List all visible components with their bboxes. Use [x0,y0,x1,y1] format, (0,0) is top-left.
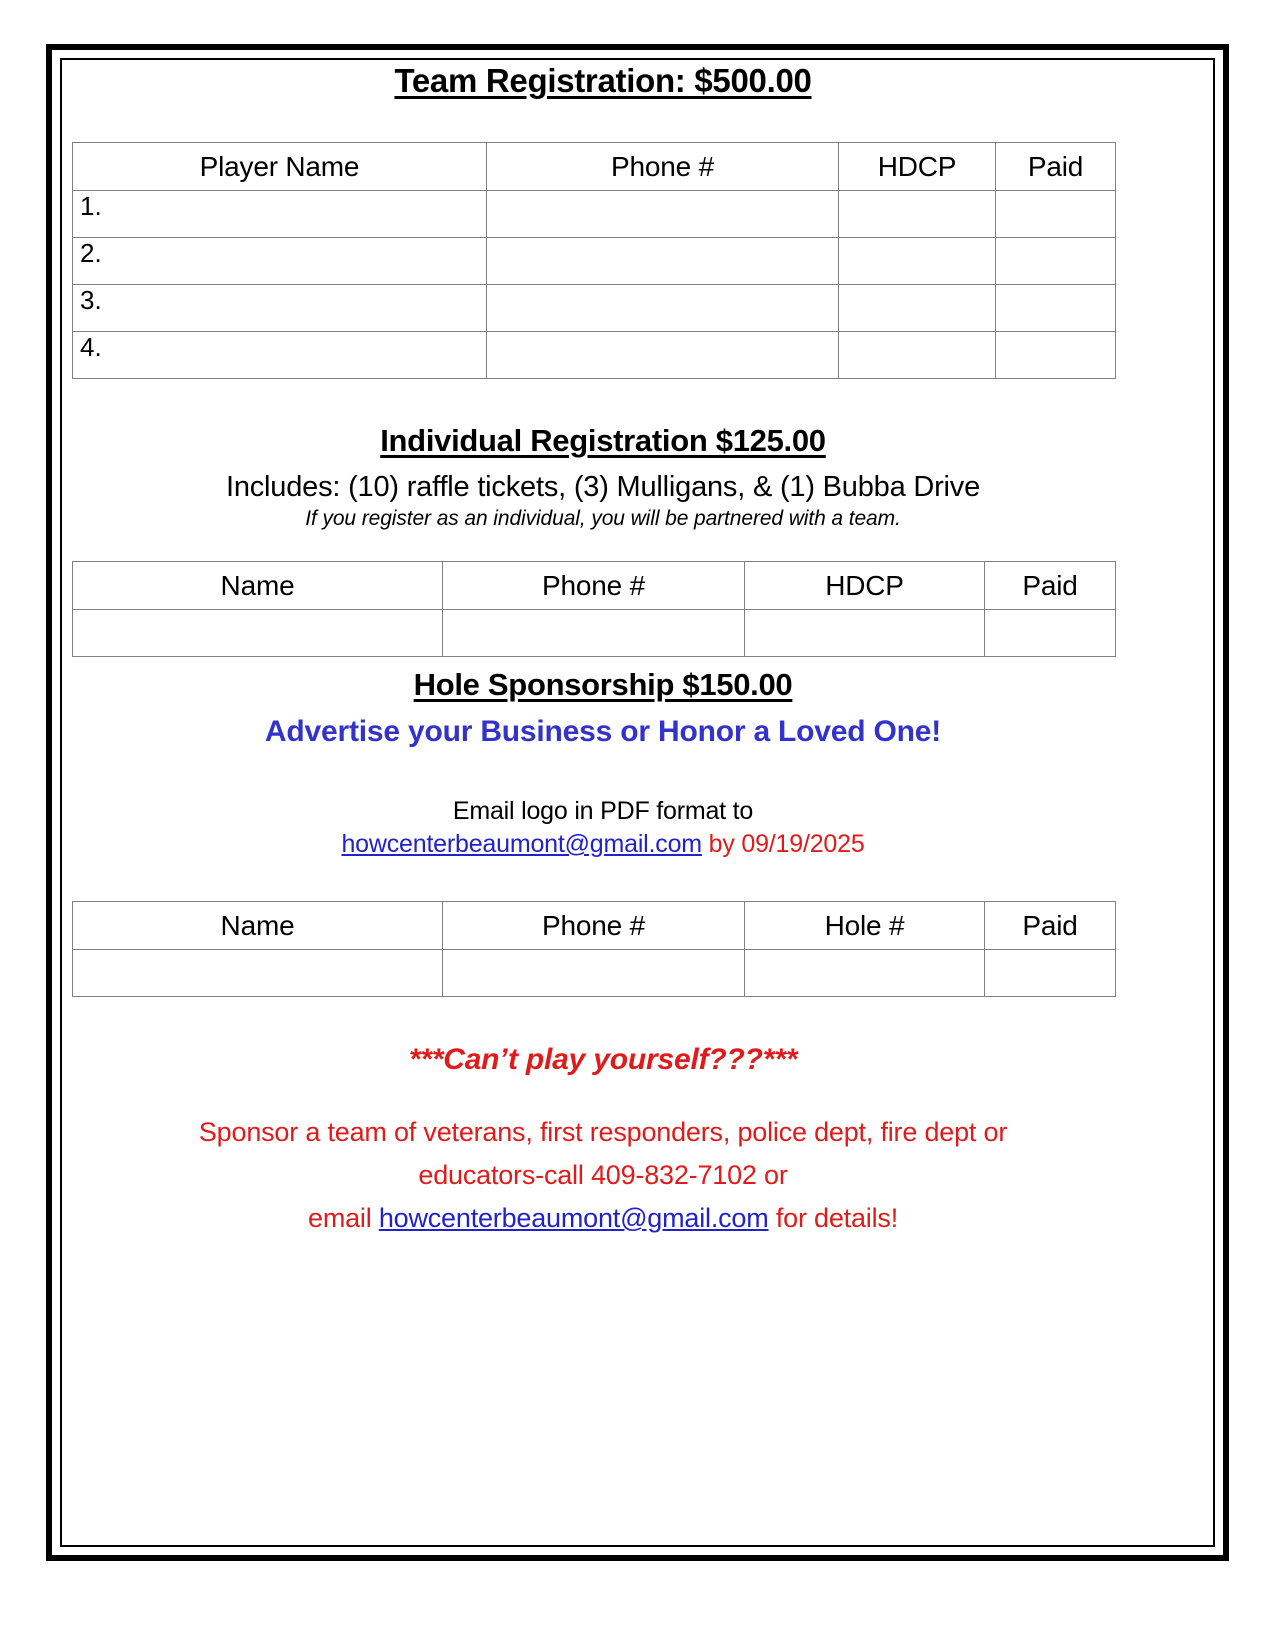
spacer [72,997,1134,1041]
cell-phone-3[interactable] [487,285,839,332]
spacer [72,1079,1134,1111]
individual-registration-title: Individual Registration $125.00 [380,423,826,458]
cell-name[interactable] [73,950,443,997]
email-link-details[interactable]: howcenterbeaumont@gmail.com [378,1203,769,1233]
form-content [72,62,1134,1240]
spacer [72,751,1134,795]
table-row [73,610,1116,657]
cell-phone-2[interactable] [487,238,839,285]
table-header-row [73,902,1116,950]
cell-hdcp[interactable] [745,610,985,657]
column-header-name: Name [73,562,443,610]
column-header-player-name: Player Name [73,143,487,191]
table-row [73,950,1116,997]
spacer [72,533,1134,561]
hole-sponsorship-table [72,901,1116,997]
cell-paid-1[interactable] [996,191,1116,238]
individual-disclaimer-text: If you register as an individual, you will be partnered with a team. [305,507,901,530]
cell-hdcp-4[interactable] [839,332,996,379]
cell-phone[interactable] [443,610,745,657]
cell-hdcp-3[interactable] [839,285,996,332]
cell-hdcp-2[interactable] [839,238,996,285]
cell-paid[interactable] [985,950,1116,997]
column-header-hdcp: HDCP [745,562,985,610]
sponsor-line-2: educators-call 409-832-7102 or [418,1160,788,1190]
sponsor-email-prefix: email [308,1203,379,1233]
cell-player-name-1[interactable]: 1. [73,191,487,238]
hole-advertise-text: Advertise your Business or Honor a Loved One! [264,715,942,748]
column-header-paid: Paid [985,562,1116,610]
sponsor-line-1: Sponsor a team of veterans, first responders, police dept, fire dept or [198,1117,1008,1147]
column-header-paid: Paid [996,143,1116,191]
cell-name[interactable] [73,610,443,657]
individual-registration-table [72,561,1116,657]
column-header-hole-number: Hole # [745,902,985,950]
column-header-phone: Phone # [487,143,839,191]
individual-includes-text: Includes: (10) raffle tickets, (3) Mulligans, & (1) Bubba Drive [225,471,981,503]
team-registration-table [72,142,1116,379]
table-row [73,191,1116,238]
hole-sponsorship-title: Hole Sponsorship $150.00 [413,667,793,702]
sponsor-line-3 [72,1197,1134,1240]
cell-player-name-3[interactable]: 3. [73,285,487,332]
table-header-row [73,562,1116,610]
cell-hole-number[interactable] [745,950,985,997]
table-row [73,238,1116,285]
sponsor-details-block [72,1111,1134,1240]
cell-paid-4[interactable] [996,332,1116,379]
column-header-name: Name [73,902,443,950]
cant-play-headline: ***Can’t play yourself???*** [408,1043,798,1076]
column-header-hdcp: HDCP [839,143,996,191]
cell-paid-3[interactable] [996,285,1116,332]
cell-paid[interactable] [985,610,1116,657]
cell-player-name-2[interactable]: 2. [73,238,487,285]
sponsor-email-suffix: for details! [768,1203,898,1233]
column-header-phone: Phone # [443,902,745,950]
spacer [72,379,1134,423]
cell-phone-1[interactable] [487,191,839,238]
email-link-logo[interactable]: howcenterbeaumont@gmail.com [341,830,702,858]
table-header-row [73,143,1116,191]
hole-email-deadline: by 09/19/2025 [701,830,865,858]
cell-phone[interactable] [443,950,745,997]
hole-email-line [72,828,1134,861]
table-row [73,285,1116,332]
spacer [72,861,1134,901]
spacer [72,703,1134,713]
column-header-phone: Phone # [443,562,745,610]
table-row [73,332,1116,379]
column-header-paid: Paid [985,902,1116,950]
cell-paid-2[interactable] [996,238,1116,285]
spacer [72,459,1134,469]
cell-hdcp-1[interactable] [839,191,996,238]
team-registration-title: Team Registration: $500.00 [394,62,812,99]
spacer [72,100,1134,142]
cell-player-name-4[interactable]: 4. [73,332,487,379]
spacer [72,657,1134,667]
cell-phone-4[interactable] [487,332,839,379]
hole-email-instruction: Email logo in PDF format to [452,797,754,825]
